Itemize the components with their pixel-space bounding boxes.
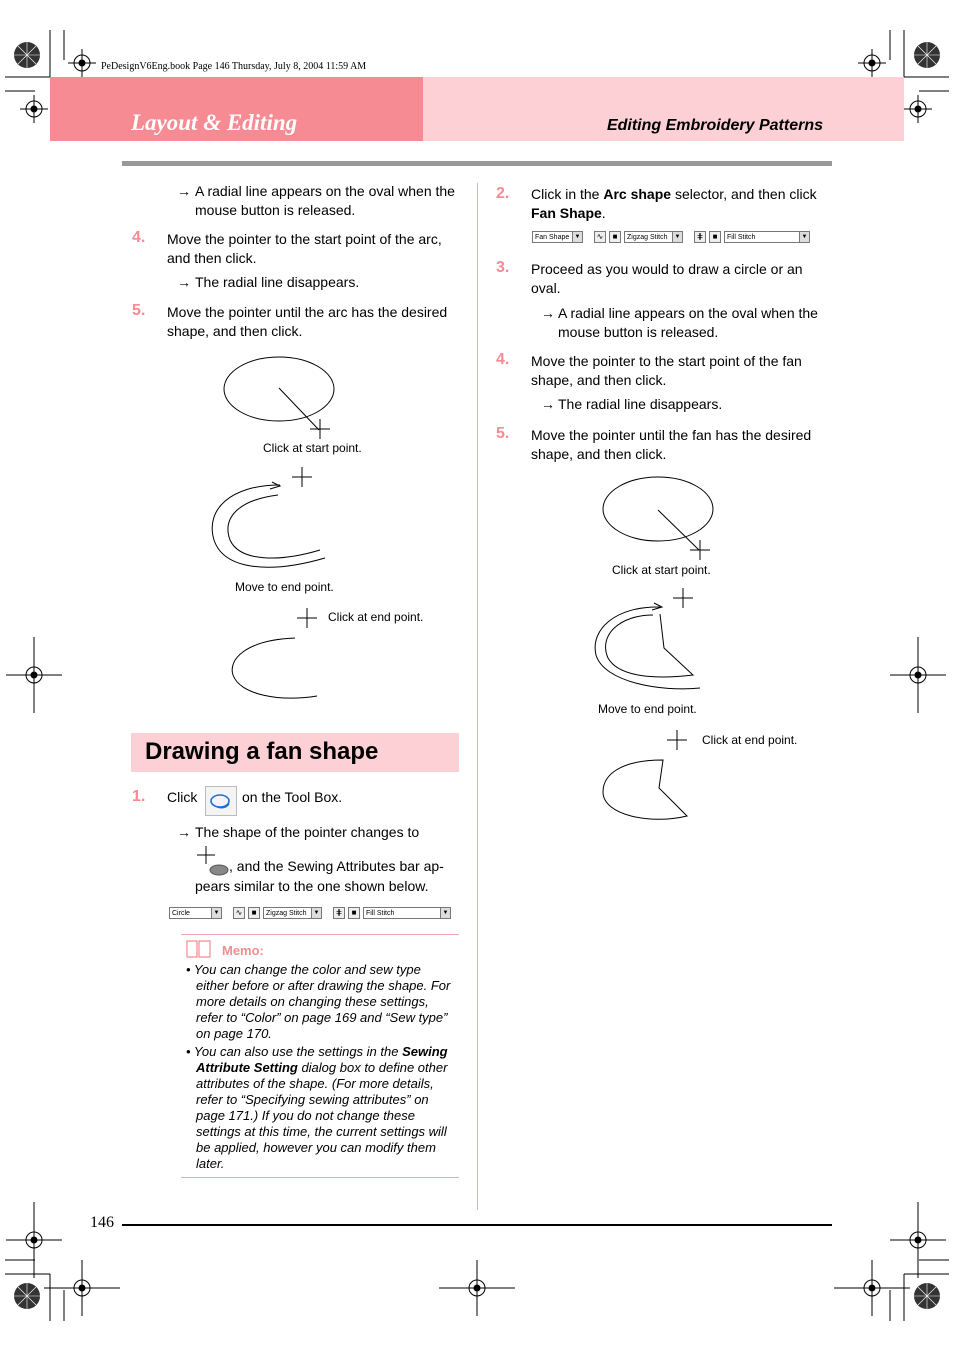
result-text: pears similar to the one shown below. — [195, 878, 429, 894]
subsection-title: Drawing a fan shape — [145, 738, 379, 765]
step-number: 4. — [496, 351, 510, 368]
footer-rule — [122, 1224, 832, 1226]
step-number: 2. — [496, 185, 510, 202]
region-color-icon[interactable]: ■ — [348, 907, 360, 919]
region-sew-icon[interactable]: ⋕ — [333, 907, 345, 919]
book-icon — [185, 939, 213, 959]
step-text: Proceed as you would to draw a circle or an oval. — [531, 261, 803, 296]
page-number: 146 — [90, 1214, 114, 1231]
region-sew-type-selector[interactable]: Fill Stitch ▼ — [724, 231, 810, 243]
arc-drawing-illustration — [200, 350, 460, 710]
step-text: Move the pointer until the fan has the desired shape, and then click. — [531, 427, 812, 462]
result-text: The radial line disappears. — [195, 274, 360, 290]
caption-move: Move to end point. — [235, 580, 334, 594]
sewing-attributes-bar — [169, 905, 451, 920]
step-number: 5. — [132, 302, 146, 319]
result-text: A radial line appears on the oval when the mouse button is released. — [195, 183, 455, 218]
step-text: Click in the Arc shape selector, and then click Fan Shape. — [531, 186, 817, 221]
line-sew-type-selector[interactable]: Zigzag Stitch ▼ — [624, 231, 683, 243]
step-text: Move the pointer to the start point of the fan shape, and then click. — [531, 353, 802, 388]
shape-selector[interactable]: Fan Shape ▼ — [532, 231, 583, 243]
book-info: PeDesignV6Eng.book Page 146 Thursday, July 8, 2004 11:59 AM — [101, 61, 367, 72]
sewing-attributes-bar — [532, 229, 810, 244]
memo-bottom-rule — [181, 1177, 459, 1178]
step-text: on the Tool Box. — [242, 789, 343, 805]
line-sew-icon[interactable]: ∿ — [233, 907, 245, 919]
region-color-icon[interactable]: ■ — [709, 231, 721, 243]
caption-end: Click at end point. — [702, 733, 798, 747]
caption-move: Move to end point. — [598, 702, 697, 716]
line-sew-icon[interactable]: ∿ — [594, 231, 606, 243]
step-text: Move the pointer until the arc has the desired shape, and then click. — [167, 304, 448, 339]
memo-title: Memo: — [222, 943, 264, 958]
region-sew-type-selector[interactable]: Fill Stitch ▼ — [363, 907, 451, 919]
chapter-title: Editing Embroidery Patterns — [606, 117, 823, 134]
step-number: 1. — [132, 788, 146, 805]
result-text: A radial line appears on the oval when the mouse button is released. — [558, 305, 818, 340]
result-arrow: → — [177, 274, 191, 290]
circle-tool-icon — [206, 787, 236, 815]
step-number: 3. — [496, 259, 510, 276]
circle-pointer-icon — [195, 845, 231, 877]
step-number: 4. — [132, 229, 146, 246]
step-number: 5. — [496, 425, 510, 442]
result-text: The shape of the pointer changes to — [195, 824, 420, 840]
memo-bullet: • You can change the color and sew type either before or after drawing the shape. For more details on changing these settings, refer to “Color” on page 169 and “Sew type” on page 170. — [186, 962, 451, 1041]
step-text: Click — [167, 789, 198, 805]
caption-end: Click at end point. — [328, 610, 424, 624]
shape-selector[interactable]: Circle ▼ — [169, 907, 222, 919]
caption-start: Click at start point. — [263, 441, 362, 455]
result-arrow: → — [541, 305, 555, 321]
caption-start: Click at start point. — [612, 563, 711, 577]
line-sew-type-selector[interactable]: Zigzag Stitch ▼ — [263, 907, 322, 919]
memo-body — [186, 962, 456, 1174]
step-text: Move the pointer to the start point of the arc, and then click. — [167, 231, 442, 266]
section-title: Layout & Editing — [131, 110, 298, 135]
line-color-icon[interactable]: ■ — [248, 907, 260, 919]
circle-tool-button[interactable] — [205, 786, 237, 816]
region-sew-icon[interactable]: ⋕ — [694, 231, 706, 243]
result-text: , and the Sewing Attributes bar ap- — [229, 858, 444, 874]
line-color-icon[interactable]: ■ — [609, 231, 621, 243]
memo-bullet: • You can also use the settings in the Sewing Attribute Setting dialog box to define other attributes of the shape. (For more details, refer to “Specifying sewing attributes” on page 171.) If you do not change these settings at this time, the current settings will be applied, however you can modify them later. — [186, 1044, 448, 1171]
result-arrow: → — [541, 396, 555, 412]
memo-top-rule — [181, 934, 459, 935]
header-divider — [122, 161, 832, 166]
result-text: The radial line disappears. — [558, 396, 723, 412]
column-divider — [477, 183, 478, 1210]
result-arrow: → — [177, 183, 191, 199]
fan-drawing-illustration — [580, 470, 840, 830]
result-arrow: → — [177, 824, 191, 840]
